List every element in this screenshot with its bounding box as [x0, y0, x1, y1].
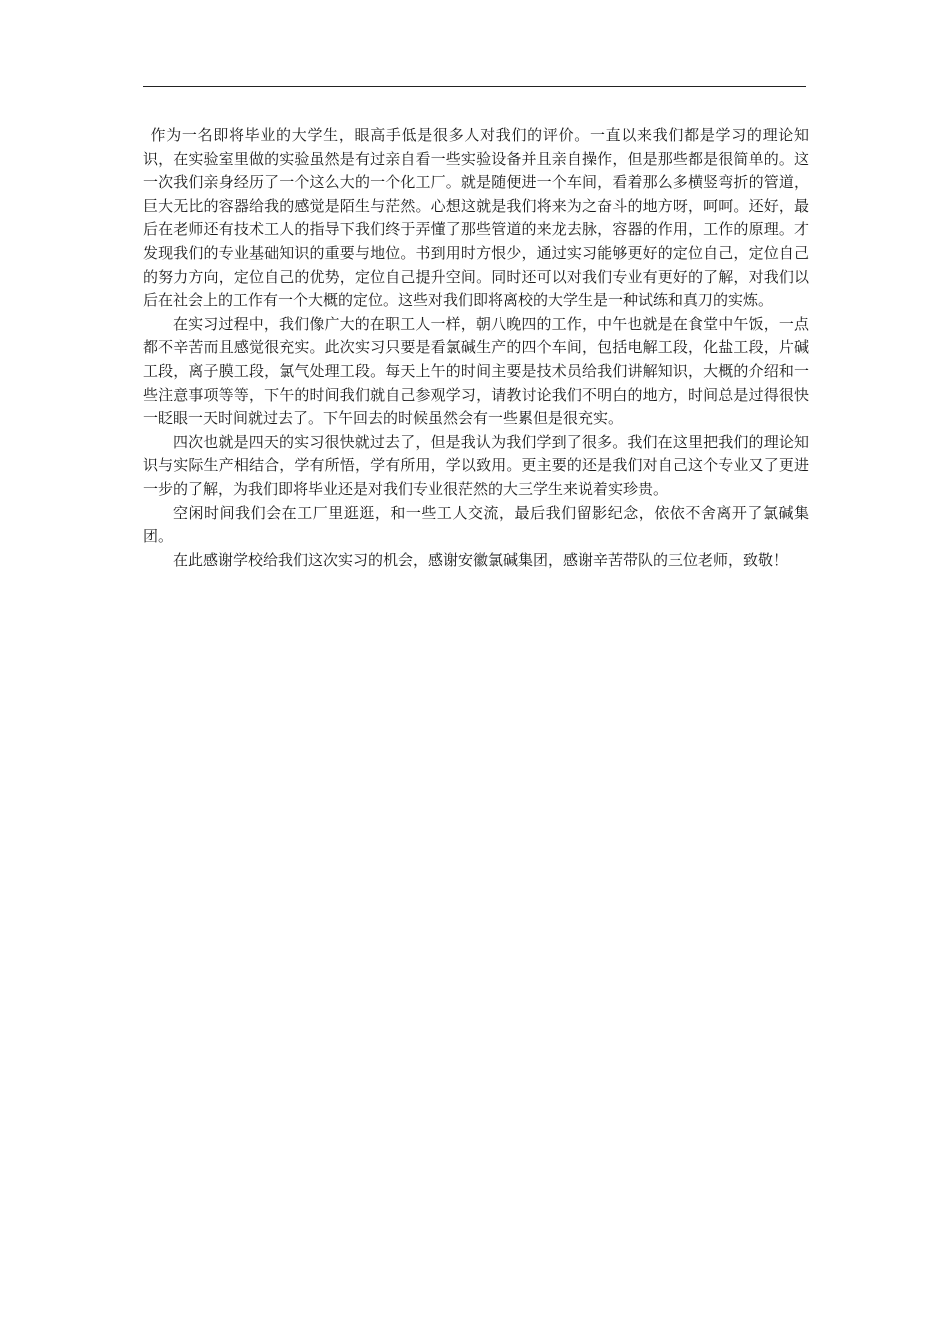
paragraph-1: 作为一名即将毕业的大学生，眼高手低是很多人对我们的评价。一直以来我们都是学习的理论知识，在实验室里做的实验虽然是有过亲自看一些实验设备并且亲自操作，但是那些都是很简单的。这一次我们亲身经历了一个这么大的一个化工厂。就是随便进一个车间，看着那么多横竖弯折的管道，巨大无比的容器给我的感觉是陌生与茫然。心想这就是我们将来为之奋斗的地方呀，呵呵。还好，最后在老师还有技术工人的指导下我们终于弄懂了那些管道的来龙去脉，容器的作用，工作的原理。才发现我们的专业基础知识的重要与地位。书到用时方恨少，通过实习能够更好的定位自己，定位自己的努力方向，定位自己的优势，定位自己提升空间。同时还可以对我们专业有更好的了解，对我们以后在社会上的工作有一个大概的定位。这些对我们即将离校的大学生是一种试练和真刀的实炼。 — [143, 126, 809, 310]
paragraph-5: 在此感谢学校给我们这次实习的机会，感谢安徽氯碱集团，感谢辛苦带队的三位老师，致敬！ — [173, 550, 789, 569]
paragraph-4: 空闲时间我们会在工厂里逛逛，和一些工人交流，最后我们留影纪念，依依不舍离开了氯碱集团。 — [143, 503, 809, 546]
paragraph-3: 四次也就是四天的实习很快就过去了，但是我认为我们学到了很多。我们在这里把我们的理论知识与实际生产相结合，学有所悟，学有所用，学以致用。更主要的还是我们对自己这个专业又了更进一步的了解，为我们即将毕业还是对我们专业很茫然的大三学生来说着实珍贵。 — [143, 432, 809, 498]
paragraph-2: 在实习过程中，我们像广大的在职工人一样，朝八晚四的工作，中午也就是在食堂中午饭，一点都不辛苦而且感觉很充实。此次实习只要是看氯碱生产的四个车间，包括电解工段，化盐工段，片碱工段，离子膜工段，氯气处理工段。每天上午的时间主要是技术员给我们讲解知识，大概的介绍和一些注意事项等等，下午的时间我们就自己参观学习，请教讨论我们不明白的地方，时间总是过得很快一眨眼一天时间就过去了。下午回去的时候虽然会有一些累但是很充实。 — [143, 314, 809, 428]
header-rule — [143, 86, 806, 87]
document-body — [143, 124, 809, 572]
